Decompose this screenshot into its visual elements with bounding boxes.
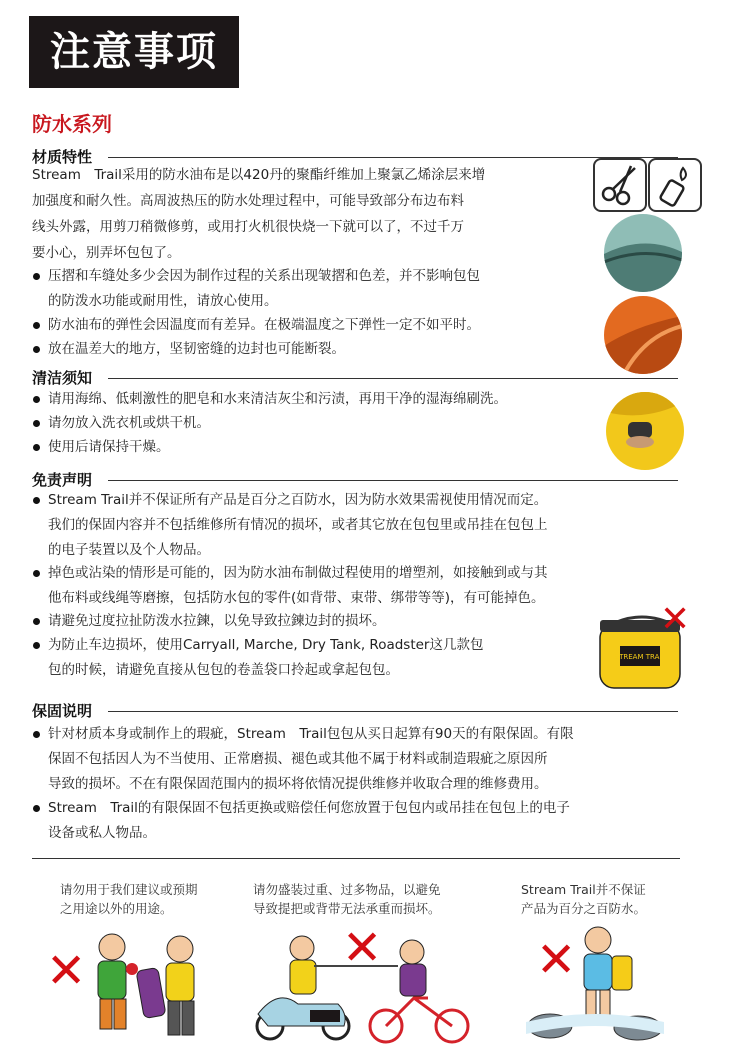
material-line: 线头外露，用剪刀稍微修剪，或用打火机很快烧一下就可以了，不过千万 [32, 219, 464, 235]
list-item: 针对材质本身或制作上的瑕疵，Stream Trail包包从买日起算有90天的有限保固。有限 保固不包括因人为不当使用、正常磨损、褪色或其他不属于材料或制造瑕疵之原因所 导致的损坏。不在有限保固范围内的损坏将依情况提供维修并收取合理的维修费用。 [32, 722, 718, 797]
bag-label: STREAM TRAIL [614, 653, 666, 661]
list-item: 请勿放入洗衣机或烘干机。 [32, 411, 608, 436]
section-divider [108, 378, 678, 379]
disclaimer-heading: 免责声明 [32, 471, 93, 489]
caption-overload: 请勿盛装过重、过多物品，以避免 导致提把或背带无法承重而损坏。 [253, 882, 441, 916]
scissors-icon [593, 158, 647, 212]
section-divider [32, 858, 680, 859]
material-line: 加强度和耐久性。高周波热压的防水处理过程中，可能导致部分布边布料 [32, 193, 464, 209]
sponge-cleaning-photo [606, 392, 684, 470]
cross-mark-icon: ✕ [660, 599, 691, 640]
list-item: Stream Trail并不保证所有产品是百分之百防水，因为防水效果需视使用情况而定。 我们的保固内容并不包括维修所有情况的损坏，或者其它放在包包里或吊挂在包包上 的电子装置以及个人物品。 [32, 488, 708, 563]
lighter-icon [648, 158, 702, 212]
fabric-photo [604, 296, 682, 374]
cleaning-heading: 清洁须知 [32, 369, 93, 387]
warranty-heading: 保固说明 [32, 702, 93, 720]
material-line: Stream Trail采用的防水油布是以420丹的聚酯纤维加上聚氯乙烯涂层来增 [32, 167, 486, 183]
misuse-illustration [40, 925, 220, 1045]
cross-mark-icon: ✕ [536, 932, 577, 988]
list-item: 使用后请保持干燥。 [32, 435, 608, 460]
list-item: 请用海绵、低刺激性的肥皂和水来清洁灰尘和污渍，再用干净的湿海绵刷洗。 [32, 387, 648, 412]
caption-not-waterproof: Stream Trail并不保证 产品为百分之百防水。 [521, 882, 647, 916]
material-paragraph [32, 162, 592, 266]
overload-illustration [248, 918, 478, 1048]
section-divider [108, 157, 678, 158]
series-title: 防水系列 [32, 112, 112, 136]
list-item: 防水油布的弹性会因温度而有差异。在极端温度之下弹性一定不如平时。 [32, 313, 608, 338]
list-item: Stream Trail的有限保固不包括更换或赔偿任何您放置于包包内或吊挂在包包上的电子 设备或私人物品。 [32, 796, 718, 846]
bag-illustration [594, 599, 691, 698]
list-item: 请避免过度拉扯防泼水拉鍊，以免导致拉鍊边封的损坏。 [32, 609, 608, 634]
caption-misuse: 请勿用于我们建议或预期 之用途以外的用途。 [60, 882, 198, 916]
water-illustration [520, 918, 670, 1048]
section-divider [108, 711, 678, 712]
fabric-photo [604, 214, 682, 292]
list-item: 为防止车边损坏，使用Carryall, Marche, Dry Tank, Roadster这几款包 包的时候，请避免直接从包包的卷盖袋口拎起或拿起包包。 [32, 633, 608, 683]
material-line: 要小心，别弄坏包包了。 [32, 245, 181, 261]
list-item: 压摺和车缝处多少会因为制作过程的关系出现皱摺和色差，并不影响包包 的防泼水功能或耐用性，请放心使用。 [32, 264, 608, 314]
material-heading: 材质特性 [32, 148, 93, 166]
page-title: 注意事项 [29, 16, 239, 88]
list-item: 掉色或沾染的情形是可能的，因为防水油布制做过程使用的增塑剂，如接触到或与其 他布料或线绳等磨擦，包括防水包的零件(如背带、束带、绑带等等)，有可能掉色。 [32, 561, 708, 611]
cross-mark-icon: ✕ [46, 943, 87, 999]
list-item: 放在温差大的地方，坚韧密缝的边封也可能断裂。 [32, 337, 608, 362]
cross-mark-icon: ✕ [342, 920, 383, 976]
section-divider [108, 480, 678, 481]
